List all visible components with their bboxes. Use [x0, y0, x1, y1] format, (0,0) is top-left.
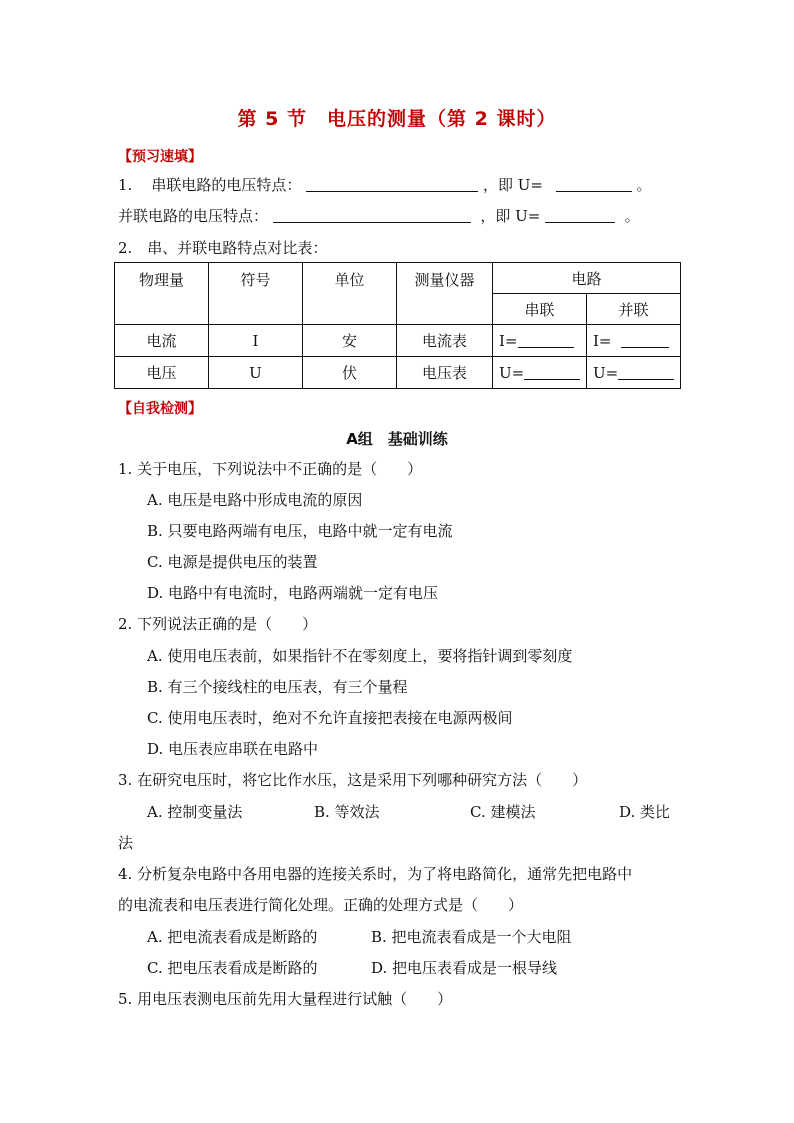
question-3-stem: 3. 在研究电压时，将它比作水压，这是采用下列哪种研究方法（ ）: [118, 771, 588, 789]
series-u-blank[interactable]: [556, 177, 632, 192]
q1-line2-end: 。: [624, 207, 640, 225]
row-parallel-cell: [587, 357, 681, 389]
row-series-cell: [493, 357, 587, 389]
current-parallel-blank[interactable]: [621, 333, 669, 348]
row-unit: 伏: [303, 357, 397, 389]
row-instrument: 电压表: [397, 357, 493, 389]
question-1-option-d[interactable]: D. 电路中有电流时，电路两端就一定有电压: [147, 584, 439, 602]
question-3-option-d[interactable]: D. 类比: [619, 803, 671, 821]
row-symbol: U: [209, 357, 303, 389]
q1-line2-equals: ，即 U=: [480, 207, 541, 225]
question-3-option-c[interactable]: C. 建模法: [470, 803, 536, 821]
parallel-u-blank[interactable]: [545, 208, 615, 223]
series-formula: I=: [499, 331, 518, 350]
header-parallel: 并联: [587, 294, 681, 325]
table-row: [115, 325, 681, 357]
row-symbol: I: [209, 325, 303, 357]
parallel-voltage-blank[interactable]: [273, 208, 471, 223]
header-unit: 单位: [303, 263, 397, 325]
question-4-option-c[interactable]: C. 把电压表看成是断路的: [147, 959, 318, 977]
question-5-stem: 5. 用电压表测电压前先用大量程进行试触（ ）: [118, 990, 453, 1008]
row-quantity: 电压: [115, 357, 209, 389]
row-instrument: 电流表: [397, 325, 493, 357]
question-1-option-b[interactable]: B. 只要电路两端有电压，电路中就一定有电流: [147, 522, 453, 540]
parallel-formula: U=: [593, 363, 619, 382]
preview-q1-line1: [118, 175, 652, 195]
q1-label: 串联电路的电压特点：: [151, 176, 302, 194]
preview-q2: 2. 串、并联电路特点对比表：: [118, 239, 328, 257]
header-symbol: 符号: [209, 263, 303, 325]
preview-q1-line2: [118, 206, 640, 226]
row-series-cell: [493, 325, 587, 357]
q1-equals: ，即 U=: [482, 176, 543, 194]
group-title: A组 基础训练: [346, 430, 448, 448]
header-series: 串联: [493, 294, 587, 325]
question-4-stem-line2: 的电流表和电压表进行简化处理。正确的处理方式是（ ）: [118, 896, 524, 914]
parallel-formula: I=: [593, 331, 617, 350]
voltage-series-blank[interactable]: [524, 365, 580, 380]
comparison-table: [114, 262, 681, 389]
question-1-option-c[interactable]: C. 电源是提供电压的装置: [147, 553, 318, 571]
preview-heading: 【预习速填】: [118, 149, 202, 165]
header-circuit: 电路: [493, 263, 681, 294]
row-quantity: 电流: [115, 325, 209, 357]
voltage-parallel-blank[interactable]: [618, 365, 674, 380]
question-1-stem: 1. 关于电压，下列说法中不正确的是（ ）: [118, 460, 423, 478]
question-2-option-d[interactable]: D. 电压表应串联在电路中: [147, 740, 319, 758]
question-2-option-b[interactable]: B. 有三个接线柱的电压表，有三个量程: [147, 678, 408, 696]
series-voltage-blank[interactable]: [306, 177, 478, 192]
q1-line2-label: 并联电路的电压特点：: [118, 207, 269, 225]
question-2-stem: 2. 下列说法正确的是（ ）: [118, 615, 318, 633]
header-instrument: 测量仪器: [397, 263, 493, 325]
row-parallel-cell: [587, 325, 681, 357]
selfcheck-heading: 【自我检测】: [118, 401, 202, 417]
table-row: [115, 357, 681, 389]
question-1-option-a[interactable]: A. 电压是电路中形成电流的原因: [147, 491, 363, 509]
row-unit: 安: [303, 325, 397, 357]
q1-number: 1.: [118, 176, 133, 194]
question-3-option-d-wrap: 法: [118, 834, 134, 852]
q1-end: 。: [636, 176, 652, 194]
series-formula: U=: [499, 363, 525, 382]
question-4-stem: 4. 分析复杂电路中各用电器的连接关系时，为了将电路简化，通常先把电路中: [118, 865, 633, 883]
question-4-option-b[interactable]: B. 把电流表看成是一个大电阻: [371, 928, 572, 946]
current-series-blank[interactable]: [518, 333, 574, 348]
question-4-option-d[interactable]: D. 把电压表看成是一根导线: [371, 959, 558, 977]
question-3-option-a[interactable]: A. 控制变量法: [147, 803, 243, 821]
question-2-option-c[interactable]: C. 使用电压表时，绝对不允许直接把表接在电源两极间: [147, 709, 513, 727]
question-4-option-a[interactable]: A. 把电流表看成是断路的: [147, 928, 318, 946]
page-title: 第 5 节 电压的测量（第 2 课时）: [237, 108, 557, 130]
question-3-option-b[interactable]: B. 等效法: [314, 803, 380, 821]
question-2-option-a[interactable]: A. 使用电压表前，如果指针不在零刻度上，要将指针调到零刻度: [147, 647, 573, 665]
header-quantity: 物理量: [115, 263, 209, 325]
